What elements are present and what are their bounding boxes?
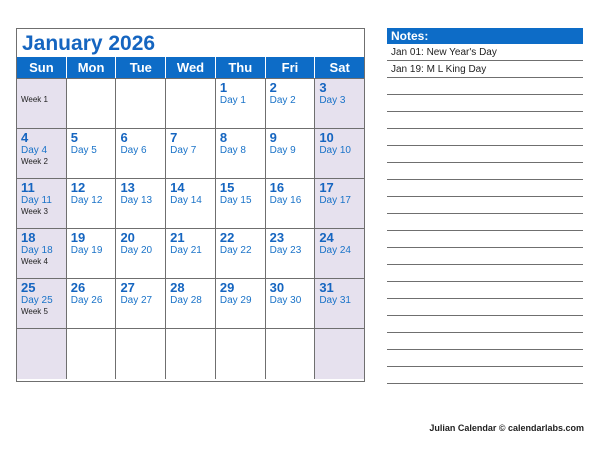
julian-day: Day 20 bbox=[120, 245, 153, 256]
date-number: 24 bbox=[319, 230, 334, 245]
julian-day: Day 31 bbox=[319, 295, 351, 306]
note-blank-line bbox=[387, 163, 583, 180]
date-number: 31 bbox=[319, 280, 334, 295]
notes-lines bbox=[387, 44, 583, 384]
day-cell bbox=[116, 129, 166, 178]
julian-day: Day 16 bbox=[269, 195, 302, 206]
note-blank-line bbox=[387, 95, 583, 112]
day-cell bbox=[315, 279, 364, 328]
julian-day: Day 18 bbox=[21, 245, 53, 256]
week-number: Week 2 bbox=[21, 157, 48, 166]
julian-day: Day 2 bbox=[269, 95, 296, 106]
weekday-thu: Thu bbox=[216, 57, 266, 78]
date-number: 10 bbox=[319, 130, 334, 145]
date-number: 13 bbox=[120, 180, 135, 195]
week-number: Week 5 bbox=[21, 307, 48, 316]
note-blank-line bbox=[387, 78, 583, 95]
day-cell bbox=[17, 79, 67, 128]
date-number: 18 bbox=[21, 230, 36, 245]
date-number: 12 bbox=[70, 180, 86, 195]
julian-day: Day 25 bbox=[21, 295, 53, 306]
day-cell bbox=[216, 329, 266, 379]
day-cell bbox=[17, 329, 67, 379]
julian-day: Day 17 bbox=[319, 195, 351, 206]
julian-day: Day 29 bbox=[219, 295, 252, 306]
day-cell bbox=[315, 229, 364, 278]
week-row bbox=[17, 329, 364, 379]
date-number: 14 bbox=[170, 180, 185, 195]
julian-day: Day 10 bbox=[319, 145, 351, 156]
weekday-fri: Fri bbox=[266, 57, 316, 78]
julian-day: Day 21 bbox=[170, 245, 202, 256]
julian-day: Day 1 bbox=[219, 95, 246, 106]
julian-day: Day 3 bbox=[319, 95, 346, 106]
note-blank-line bbox=[387, 180, 583, 197]
date-number: 5 bbox=[70, 130, 78, 145]
note-blank-line bbox=[387, 265, 583, 282]
week-row bbox=[17, 229, 364, 279]
note-blank-line bbox=[387, 248, 583, 265]
date-number: 27 bbox=[120, 280, 135, 295]
footer-credit: Julian Calendar © calendarlabs.com bbox=[429, 423, 584, 433]
note-blank-line bbox=[387, 197, 583, 214]
week-number: Week 1 bbox=[21, 95, 48, 104]
day-cell bbox=[67, 279, 117, 328]
day-cell bbox=[266, 129, 316, 178]
day-cell bbox=[116, 329, 166, 379]
julian-day: Day 28 bbox=[170, 295, 202, 306]
date-number: 28 bbox=[170, 280, 185, 295]
day-cell bbox=[67, 329, 117, 379]
date-number: 30 bbox=[269, 280, 285, 295]
julian-day: Day 12 bbox=[70, 195, 103, 206]
julian-day: Day 30 bbox=[269, 295, 302, 306]
day-cell bbox=[17, 279, 67, 328]
date-number: 8 bbox=[219, 130, 228, 145]
calendar-grid bbox=[16, 28, 365, 382]
note-blank-line bbox=[387, 282, 583, 299]
date-number: 3 bbox=[319, 80, 327, 95]
day-cell bbox=[116, 229, 166, 278]
week-row bbox=[17, 279, 364, 329]
note-blank-line bbox=[387, 350, 583, 367]
date-number: 16 bbox=[269, 180, 285, 195]
day-cell bbox=[67, 229, 117, 278]
date-number: 9 bbox=[269, 130, 277, 145]
date-number: 2 bbox=[269, 80, 277, 95]
date-number: 6 bbox=[120, 130, 128, 145]
note-blank-line bbox=[387, 129, 583, 146]
day-cell bbox=[216, 279, 266, 328]
day-cell bbox=[116, 79, 166, 128]
date-number: 11 bbox=[21, 180, 35, 195]
weeks-container bbox=[17, 78, 364, 379]
note-blank-line bbox=[387, 146, 583, 163]
calendar-title: January 2026 bbox=[22, 32, 156, 55]
day-cell bbox=[266, 179, 316, 228]
day-cell bbox=[17, 179, 67, 228]
julian-day: Day 6 bbox=[120, 145, 147, 156]
note-entry: Jan 01: New Year's Day bbox=[387, 44, 583, 61]
day-cell bbox=[67, 79, 117, 128]
julian-day: Day 27 bbox=[120, 295, 153, 306]
weekday-sat: Sat bbox=[315, 57, 364, 78]
day-cell bbox=[315, 79, 364, 128]
weekday-wed: Wed bbox=[166, 57, 216, 78]
note-blank-line bbox=[387, 316, 583, 333]
date-number: 25 bbox=[21, 280, 36, 295]
day-cell bbox=[67, 179, 117, 228]
week-row bbox=[17, 79, 364, 129]
date-number: 19 bbox=[70, 230, 86, 245]
julian-day: Day 14 bbox=[170, 195, 202, 206]
date-number: 22 bbox=[219, 230, 235, 245]
day-cell bbox=[166, 129, 216, 178]
julian-day: Day 9 bbox=[269, 145, 296, 156]
day-cell bbox=[216, 129, 266, 178]
date-number: 21 bbox=[170, 230, 185, 245]
week-row bbox=[17, 129, 364, 179]
day-cell bbox=[216, 229, 266, 278]
day-cell bbox=[266, 279, 316, 328]
day-cell bbox=[17, 229, 67, 278]
day-cell bbox=[67, 129, 117, 178]
note-entry: Jan 19: M L King Day bbox=[387, 61, 583, 78]
date-number: 26 bbox=[70, 280, 86, 295]
note-blank-line bbox=[387, 333, 583, 350]
julian-day: Day 11 bbox=[21, 195, 52, 206]
julian-day: Day 8 bbox=[219, 145, 246, 156]
note-blank-line bbox=[387, 367, 583, 384]
week-number: Week 3 bbox=[21, 207, 48, 216]
week-number: Week 4 bbox=[21, 257, 48, 266]
julian-day: Day 4 bbox=[21, 145, 48, 156]
day-cell bbox=[166, 229, 216, 278]
day-cell bbox=[166, 279, 216, 328]
date-number: 7 bbox=[170, 130, 178, 145]
weekday-sun: Sun bbox=[17, 57, 67, 78]
julian-day: Day 19 bbox=[70, 245, 103, 256]
date-number: 20 bbox=[120, 230, 135, 245]
date-number: 29 bbox=[219, 280, 235, 295]
day-cell bbox=[216, 79, 266, 128]
day-cell bbox=[266, 329, 316, 379]
day-cell bbox=[315, 129, 364, 178]
weekday-mon: Mon bbox=[67, 57, 117, 78]
date-number: 1 bbox=[219, 80, 228, 95]
notes-panel bbox=[387, 28, 583, 384]
julian-day: Day 26 bbox=[70, 295, 103, 306]
note-blank-line bbox=[387, 214, 583, 231]
day-cell bbox=[116, 179, 166, 228]
day-cell bbox=[315, 179, 364, 228]
julian-day: Day 22 bbox=[219, 245, 252, 256]
date-number: 15 bbox=[219, 180, 235, 195]
weekday-tue: Tue bbox=[116, 57, 166, 78]
date-number: 4 bbox=[21, 130, 29, 145]
date-number: 23 bbox=[269, 230, 285, 245]
julian-day: Day 7 bbox=[170, 145, 197, 156]
note-blank-line bbox=[387, 112, 583, 129]
day-cell bbox=[17, 129, 67, 178]
day-cell bbox=[166, 79, 216, 128]
julian-day: Day 5 bbox=[70, 145, 97, 156]
julian-day: Day 15 bbox=[219, 195, 252, 206]
day-cell bbox=[116, 279, 166, 328]
julian-day: Day 23 bbox=[269, 245, 302, 256]
weekday-header-row bbox=[17, 57, 364, 78]
julian-day: Day 13 bbox=[120, 195, 153, 206]
week-row bbox=[17, 179, 364, 229]
note-blank-line bbox=[387, 231, 583, 248]
day-cell bbox=[266, 79, 316, 128]
date-number: 17 bbox=[319, 180, 334, 195]
day-cell bbox=[266, 229, 316, 278]
notes-title: Notes: bbox=[387, 28, 583, 44]
day-cell bbox=[315, 329, 364, 379]
julian-day: Day 24 bbox=[319, 245, 351, 256]
day-cell bbox=[166, 179, 216, 228]
note-blank-line bbox=[387, 299, 583, 316]
day-cell bbox=[166, 329, 216, 379]
day-cell bbox=[216, 179, 266, 228]
